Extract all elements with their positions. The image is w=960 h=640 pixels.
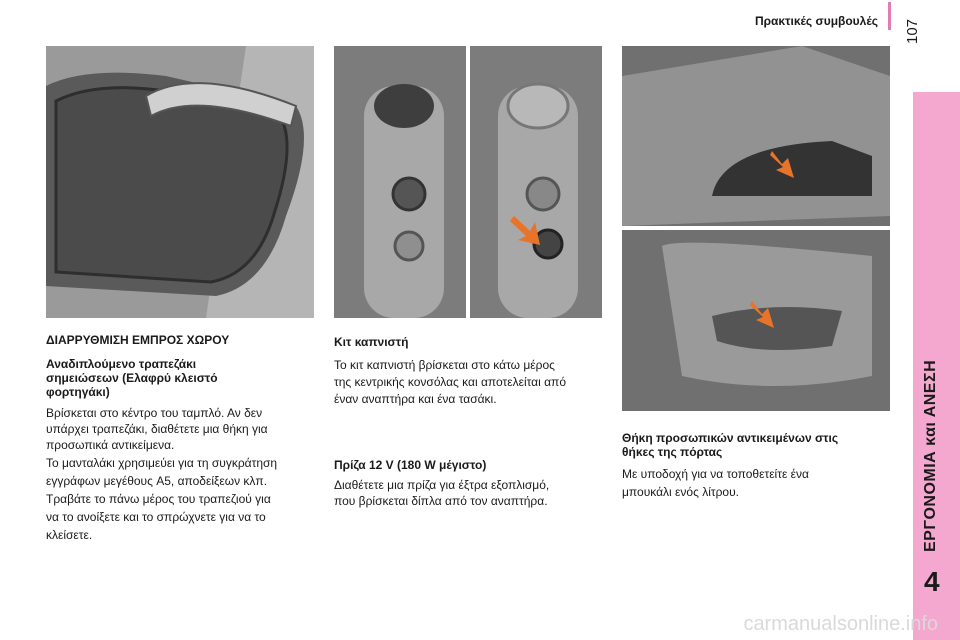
body-text-line: Διαθέτετε μια πρίζα για έξτρα εξοπλισμό, — [334, 478, 550, 492]
body-text-line: υπάρχει τραπεζάκι, διαθέτετε μια θήκη για — [46, 422, 268, 436]
watermark-text: carmanualsonline.info — [743, 613, 938, 635]
body-text-line: προσωπικά αντικείμενα. — [46, 438, 175, 452]
door-pocket-title: Θήκη προσωπικών αντικειμένων στις — [622, 431, 839, 445]
socket-title: Πρίζα 12 V (180 W μέγιστο) — [334, 458, 487, 472]
body-text-line: Το μανταλάκι χρησιμεύει για τη συγκράτηση — [46, 456, 278, 470]
photo-lighter-console — [334, 46, 602, 318]
door-pocket-title: θήκες της πόρτας — [622, 445, 723, 459]
subtitle-line: φορτηγάκι) — [46, 385, 110, 399]
chapter-title: ΕΡΓΟΝΟΜΙΑ και ΑΝΕΣΗ — [922, 359, 939, 552]
page-number: 107 — [904, 18, 921, 44]
section-title: ΔΙΑΡΡΥΘΜΙΣΗ ΕΜΠΡΟΣ ΧΩΡΟΥ — [46, 333, 230, 347]
chapter-number: 4 — [924, 566, 940, 597]
lighter-title: Κιτ καπνιστή — [334, 335, 409, 349]
body-text-line: Βρίσκεται στο κέντρο του ταμπλό. Αν δεν — [46, 406, 263, 420]
photo-folding-table — [46, 46, 314, 318]
header-accent-bar — [888, 2, 891, 30]
body-text-line: Το κιτ καπνιστή βρίσκεται στο κάτω μέρος — [334, 358, 555, 372]
body-text-line: της κεντρικής κονσόλας και αποτελείται από — [334, 375, 567, 389]
body-text-line: μπουκάλι ενός λίτρου. — [622, 485, 739, 499]
body-text-line: να το ανοίξετε και το σπρώχνετε για να το — [46, 510, 266, 524]
body-text-line: Τραβάτε το πάνω μέρος του τραπεζιού για — [46, 492, 271, 506]
header-title: Πρακτικές συμβουλές — [754, 14, 878, 28]
photo-door-pocket — [622, 46, 890, 411]
body-text-line: κλείσετε. — [46, 528, 93, 542]
body-text-line: Με υποδοχή για να τοποθετείτε ένα — [622, 467, 809, 481]
subtitle-line: σημειώσεων (Ελαφρύ κλειστό — [46, 371, 218, 385]
body-text-line: έναν αναπτήρα και ένα τασάκι. — [334, 392, 497, 406]
body-text-line: που βρίσκεται δίπλα από τον αναπτήρα. — [334, 494, 548, 508]
subtitle-line: Αναδιπλούμενο τραπεζάκι — [46, 357, 197, 371]
body-text-line: εγγράφων μεγέθους A5, αποδείξεων κλπ. — [46, 474, 268, 488]
